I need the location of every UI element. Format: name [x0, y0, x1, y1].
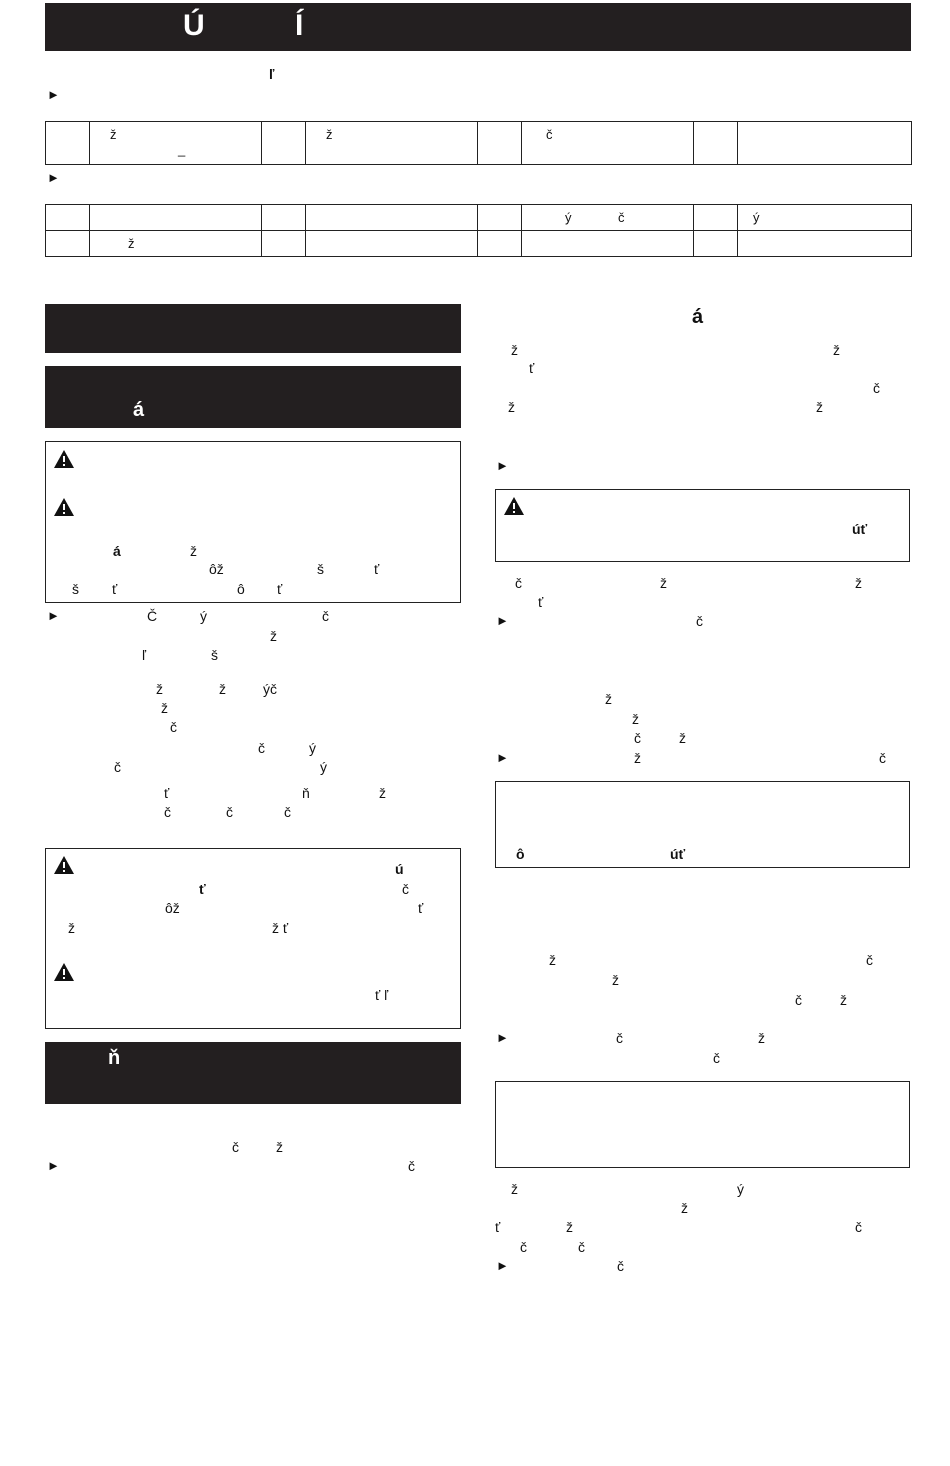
warning-text: á — [113, 543, 121, 559]
body-text: č — [520, 1239, 527, 1255]
table-cell — [46, 122, 90, 165]
table-cell — [478, 122, 522, 165]
body-text: č — [866, 952, 873, 968]
body-text: ž — [511, 1181, 518, 1197]
table-cell: ž — [90, 231, 262, 257]
note-text: úť — [670, 846, 686, 862]
body-text: ž — [816, 399, 823, 415]
body-text: ž — [508, 399, 515, 415]
body-text: č — [284, 804, 291, 820]
body-text: č — [322, 608, 329, 624]
table-cell — [306, 231, 478, 257]
table-cell — [90, 205, 262, 231]
body-text: č — [873, 380, 880, 396]
arrow-marker: ► — [47, 608, 60, 623]
body-text: ž — [681, 1200, 688, 1216]
body-text: č — [616, 1030, 623, 1046]
arrow-marker: ► — [47, 1158, 60, 1173]
body-text: ž — [276, 1139, 283, 1155]
parts-table-2 — [45, 204, 912, 257]
warning-text: ť — [112, 581, 118, 597]
note-box-2 — [495, 1081, 910, 1168]
body-text: č — [855, 1219, 862, 1235]
arrow-marker: ► — [496, 1258, 509, 1273]
warning-text: ž ť — [272, 920, 289, 936]
table-cell — [478, 205, 522, 231]
body-text: č — [164, 804, 171, 820]
table-cell — [522, 231, 694, 257]
table-cell — [694, 231, 738, 257]
warning-text: ť — [418, 900, 424, 916]
arrow-marker: ► — [496, 458, 509, 473]
body-text: ý — [737, 1181, 744, 1197]
body-text: ť — [529, 360, 535, 376]
body-text: ž — [632, 711, 639, 727]
body-text: č — [578, 1239, 585, 1255]
body-text: ý — [200, 608, 207, 624]
body-text: č — [617, 1258, 624, 1274]
table-cell: č — [522, 122, 694, 165]
table-cell — [694, 205, 738, 231]
warning-text: úť — [852, 521, 868, 537]
body-text: ž — [833, 342, 840, 358]
body-text: č — [408, 1158, 415, 1174]
body-text: ž — [840, 992, 847, 1008]
arrow-marker: ► — [47, 87, 60, 102]
warning-text: ť — [374, 561, 380, 577]
warning-text: ž — [68, 920, 75, 936]
note-text: ô — [516, 846, 525, 862]
body-text: ť — [495, 1219, 501, 1235]
table-cell — [46, 231, 90, 257]
table-cell — [46, 205, 90, 231]
warning-text: ť — [199, 881, 206, 897]
body-text: ž — [634, 750, 641, 766]
warning-text: č — [402, 881, 409, 897]
body-text: ý — [309, 740, 316, 756]
body-text: č — [226, 804, 233, 820]
body-text: č — [634, 730, 641, 746]
table-cell — [262, 205, 306, 231]
table-cell: ý č — [522, 205, 694, 231]
note-box-1 — [495, 781, 910, 868]
warning-icon — [53, 855, 75, 875]
body-text: č — [696, 613, 703, 629]
body-text: č — [795, 992, 802, 1008]
body-text: č — [114, 759, 121, 775]
table-cell — [738, 122, 912, 165]
warning-icon — [503, 496, 525, 516]
header-bar — [45, 3, 911, 51]
body-text: č — [170, 719, 177, 735]
body-text: ť — [538, 594, 544, 610]
arrow-marker: ► — [496, 613, 509, 628]
body-text: ž — [219, 681, 226, 697]
body-text: ž — [679, 730, 686, 746]
parts-table-1 — [45, 121, 912, 165]
warning-text: ôž — [165, 900, 180, 916]
warning-box-1 — [45, 441, 461, 603]
warning-box-right — [495, 489, 910, 562]
body-text: č — [258, 740, 265, 756]
body-text: Č — [147, 608, 158, 624]
body-text: ž — [511, 342, 518, 358]
warning-text: ô — [237, 581, 245, 597]
section-title-2: á — [133, 399, 145, 421]
arrow-marker: ► — [496, 1030, 509, 1045]
body-text: ň — [302, 785, 310, 801]
header-letter-1: Ú — [183, 9, 205, 42]
right-title: á — [692, 306, 704, 328]
body-text: ž — [161, 700, 168, 716]
warning-icon — [53, 449, 75, 469]
arrow-marker: ► — [496, 750, 509, 765]
section-bar-1 — [45, 304, 461, 353]
warning-text: ž — [190, 543, 197, 559]
body-text: ž — [270, 628, 277, 644]
body-text: ž — [379, 785, 386, 801]
body-text: č — [232, 1139, 239, 1155]
body-text: č — [879, 750, 886, 766]
warning-text: ú — [395, 861, 404, 877]
section-title-3: ň — [108, 1047, 121, 1069]
warning-icon — [53, 497, 75, 517]
warning-icon — [53, 962, 75, 982]
table-cell: ž — [306, 122, 478, 165]
body-text: ýč — [263, 681, 277, 697]
warning-box-2 — [45, 848, 461, 1029]
body-text: ľ — [142, 647, 147, 663]
body-text: ž — [612, 972, 619, 988]
body-text: ž — [660, 575, 667, 591]
warning-text: ôž — [209, 561, 224, 577]
body-text: ť — [164, 785, 170, 801]
body-text: ž — [758, 1030, 765, 1046]
body-text: ž — [549, 952, 556, 968]
warning-text: ť — [277, 581, 283, 597]
table-cell — [262, 122, 306, 165]
body-text: č — [713, 1050, 720, 1066]
body-text: ž — [156, 681, 163, 697]
section-bar-3 — [45, 1042, 461, 1104]
section-bar-2 — [45, 366, 461, 428]
table-cell — [694, 122, 738, 165]
table-cell — [738, 231, 912, 257]
body-text: ž — [566, 1219, 573, 1235]
table-cell: ý — [738, 205, 912, 231]
warning-text: ť ľ — [375, 987, 389, 1003]
table-cell — [306, 205, 478, 231]
body-text: ž — [605, 691, 612, 707]
table-cell — [478, 231, 522, 257]
arrow-marker: ► — [47, 170, 60, 185]
table-cell: ž _ — [90, 122, 262, 165]
body-text: ý — [320, 759, 327, 775]
table-cell — [262, 231, 306, 257]
warning-text: š — [317, 561, 324, 577]
header-letter-2: Í — [295, 9, 304, 42]
body-text: č — [515, 575, 522, 591]
body-text: ž — [855, 575, 862, 591]
warning-text: š — [72, 581, 79, 597]
intro-line: ľ — [269, 66, 275, 82]
body-text: š — [211, 647, 218, 663]
